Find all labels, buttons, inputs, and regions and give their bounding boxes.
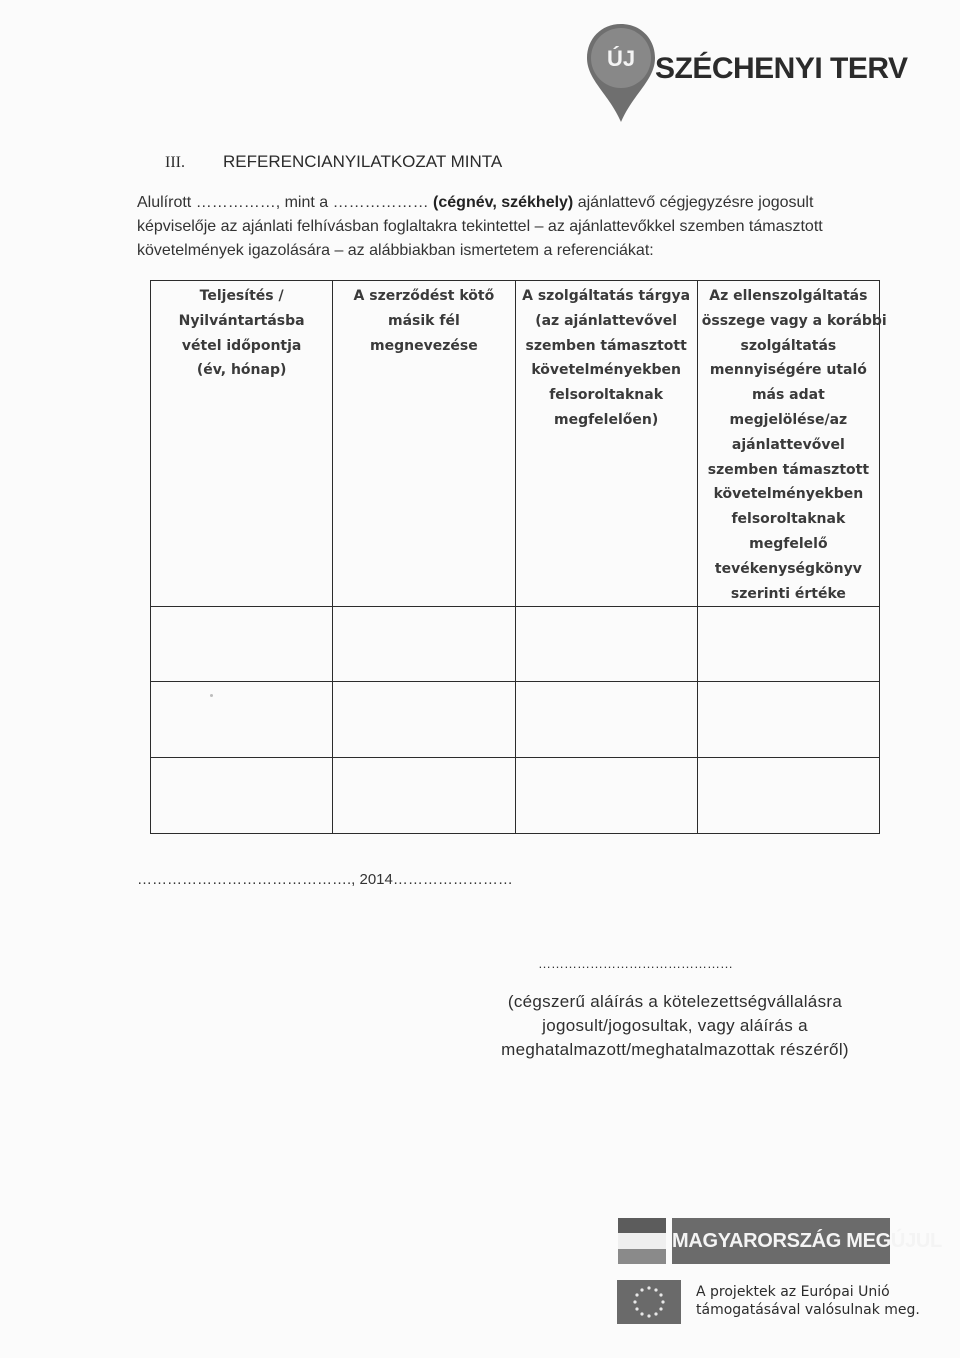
table-cell[interactable] <box>697 758 879 834</box>
table-header-row <box>151 281 880 607</box>
table-cell[interactable] <box>697 607 879 682</box>
table-cell[interactable] <box>333 607 515 682</box>
eu-line-1: A projektek az Európai Unió <box>696 1284 890 1300</box>
table-cell[interactable] <box>151 607 333 682</box>
header-line: szerinti értéke <box>730 585 846 602</box>
section-number: III. <box>165 154 185 171</box>
header-line: követelményekben <box>713 486 864 503</box>
header-line: megjelölése/az <box>729 411 848 428</box>
header-line: ajánlattevővel <box>731 436 845 453</box>
hungarian-flag-icon <box>618 1218 666 1264</box>
header-line: szemben támasztott <box>525 337 687 354</box>
table-cell[interactable] <box>151 758 333 834</box>
magyarorszag-megujul-banner: MAGYARORSZÁG MEGÚJUL <box>672 1218 890 1264</box>
header-line: Az ellenszolgáltatás <box>709 288 868 304</box>
intro-bold: (cégnév, székhely) <box>433 194 574 211</box>
eu-line-2: támogatásával valósulnak meg. <box>696 1302 920 1318</box>
reference-table <box>150 280 887 834</box>
table-cell[interactable] <box>697 682 879 758</box>
table-cell[interactable] <box>515 607 697 682</box>
header-line: Teljesítés / <box>199 288 284 304</box>
header-line: mennyiségére utaló <box>709 362 867 379</box>
table-row <box>151 607 880 682</box>
header-line: A szerződést kötő <box>353 288 495 304</box>
section-heading <box>165 152 502 172</box>
header-line: más adat <box>751 387 825 404</box>
logo-badge: ÚJ <box>606 46 636 71</box>
table-cell[interactable] <box>515 682 697 758</box>
intro-part2: ajánlattevő cégjegyzésre jogosult képviselője az ajánlati felhívásban foglaltakra tekintettel – az ajánlattevőkkel szemben támasztott követelmények igazolására – az alábbiakban ismertetem a referenciákat: <box>137 194 823 259</box>
signature-caption: (cégszerű aláírás a kötelezettségvállalásra jogosult/jogosultak, vagy aláírás a meghatalmazott/meghatalmazottak részéről) <box>501 992 849 1059</box>
table-cell[interactable] <box>333 682 515 758</box>
szechenyi-terv-logo-icon <box>585 22 657 124</box>
intro-part1: Alulírott ……………, mint a ……………… <box>137 194 434 211</box>
section-title: REFERENCIANYILATKOZAT MINTA <box>223 152 503 171</box>
header-line: vétel időpontja <box>181 337 302 354</box>
header-line: megfelelő <box>749 535 828 552</box>
header-line: követelményekben <box>531 362 681 379</box>
intro-paragraph <box>137 191 887 263</box>
header-line: felsoroltaknak <box>549 387 664 404</box>
table-row <box>151 682 880 758</box>
header-line: megnevezése <box>370 337 478 354</box>
eu-support-text <box>696 1283 920 1319</box>
header-line: szemben támasztott <box>707 461 870 478</box>
table-cell[interactable] <box>151 682 333 758</box>
header-line: szolgáltatás <box>740 337 837 354</box>
header-line: tevékenységkönyv <box>714 560 862 577</box>
table-row <box>151 758 880 834</box>
header-line: megfelelően) <box>553 411 659 428</box>
signature-line[interactable]: ……………………………………… <box>538 956 733 971</box>
date-line[interactable]: ……………………………………., 2014…………………… <box>137 871 513 888</box>
header-cell-subject <box>515 281 697 607</box>
header-line: Nyilvántartásba <box>178 312 305 329</box>
header-line: összege vagy a korábbi <box>701 312 887 329</box>
header-cell-partner <box>333 281 515 607</box>
scan-speck <box>210 694 213 697</box>
header-line: (év, hónap) <box>196 362 287 379</box>
header-line: A szolgáltatás tárgya <box>522 288 691 304</box>
table-cell[interactable] <box>515 758 697 834</box>
table-cell[interactable] <box>333 758 515 834</box>
header-line: felsoroltaknak <box>731 511 846 528</box>
header-cell-value <box>697 281 887 607</box>
logo-wordmark: SZÉCHENYI TERV <box>655 52 908 85</box>
header-line: másik fél <box>388 312 460 329</box>
header-cell-date <box>151 281 333 607</box>
eu-flag-icon <box>617 1280 681 1324</box>
header-line: (az ajánlattevővel <box>535 312 678 329</box>
